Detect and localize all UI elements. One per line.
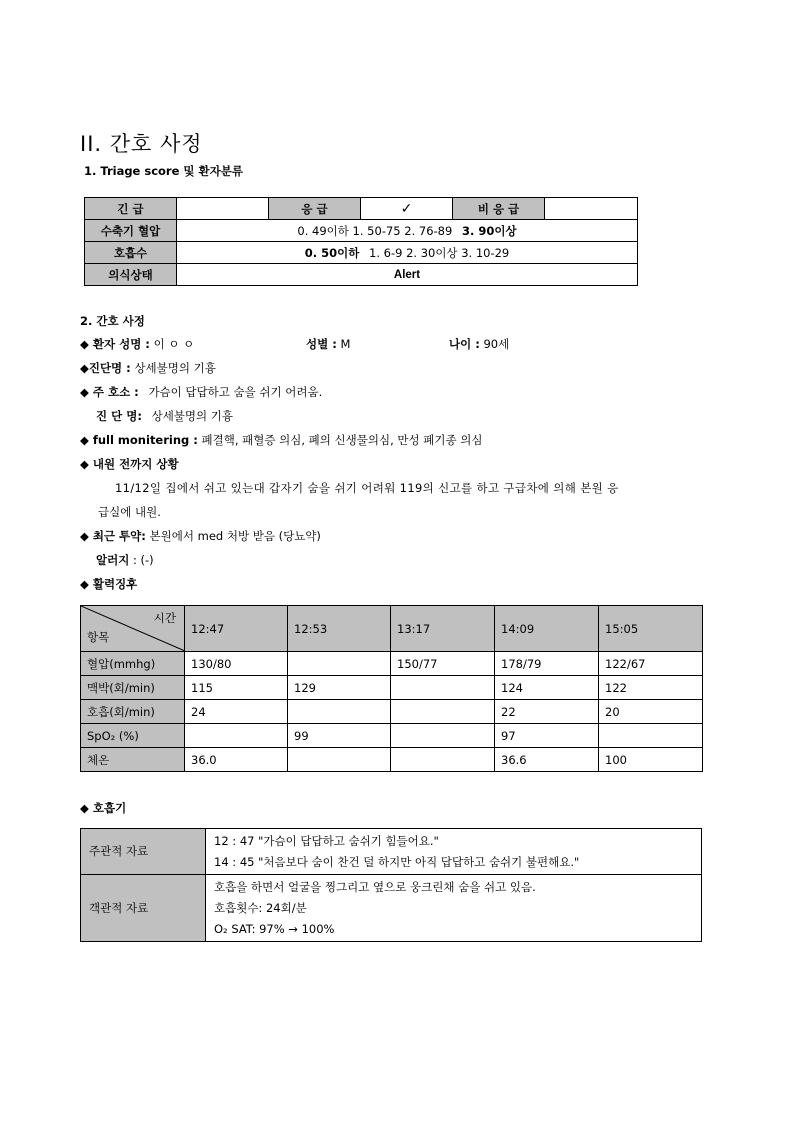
rr-selected: 0. 50이하 [304, 245, 360, 260]
vitals-corner-cell [81, 606, 185, 652]
triage-heading: 1. Triage score 및 환자분류 [84, 164, 243, 178]
triage-table [84, 197, 638, 286]
objective-line: 호흡횟수: 24회/분 [214, 900, 307, 915]
section-title: II. 간호 사정 [80, 132, 203, 156]
time-header: 15:05 [599, 606, 703, 652]
triage-row-rr [85, 242, 638, 264]
subjective-row [81, 829, 702, 875]
time-header: 14:09 [495, 606, 599, 652]
diagnosis-value: 상세불명의 기흉 [134, 361, 216, 375]
rr-options [177, 242, 638, 264]
nonurgent-check-cell [545, 198, 638, 220]
loc-value: Alert [177, 264, 638, 286]
history-line-1: 11/12일 집에서 쉬고 있는대 갑자기 숨을 쉬기 어려워 119의 신고를 하고 구급차에 의해 본원 응 [115, 481, 619, 495]
temp-cell [288, 748, 391, 772]
age-label: 나이 : [449, 337, 480, 351]
bp-cell: 122/67 [599, 652, 703, 676]
subjective-line: 14 : 45 "처음보다 숨이 찬건 덜 하지만 아직 답답하고 숨쉬기 불편해요." [214, 854, 580, 869]
table-row [81, 676, 703, 700]
table-row [81, 748, 703, 772]
history-line-2: 급실에 내원. [98, 505, 161, 519]
corner-time-label: 시간 [153, 611, 176, 625]
triage-row-loc [85, 264, 638, 286]
medication-value: 본원에서 med 처방 받음 (당뇨약) [149, 529, 321, 543]
triage-row-sbp [85, 220, 638, 242]
sex-value: M [340, 337, 351, 351]
temp-cell: 36.0 [185, 748, 288, 772]
temp-cell [391, 748, 495, 772]
pulse-cell: 115 [185, 676, 288, 700]
loc-label: 의식상태 [85, 264, 177, 286]
diagnosis-line [80, 360, 216, 376]
objective-row [81, 875, 702, 942]
dx-value: 상세불명의 기흉 [151, 409, 234, 423]
bp-cell: 150/77 [391, 652, 495, 676]
resp-cell: 20 [599, 700, 703, 724]
sbp-opts: 0. 49이하 1. 50-75 2. 76-89 [297, 223, 453, 238]
respiratory-table [80, 828, 702, 942]
fm-value: 폐결핵, 패혈증 의심, 폐의 신생물의심, 만성 폐기종 의심 [201, 433, 483, 447]
resp-cell [288, 700, 391, 724]
row-label: 호흡(회/min) [81, 700, 185, 724]
spo2-cell [599, 724, 703, 748]
age-value: 90세 [483, 337, 510, 351]
time-header: 13:17 [391, 606, 495, 652]
spo2-cell: 97 [495, 724, 599, 748]
pulse-cell: 122 [599, 676, 703, 700]
objective-content [206, 875, 702, 942]
row-label: 혈압(mmhg) [81, 652, 185, 676]
temp-cell: 36.6 [495, 748, 599, 772]
spo2-cell [185, 724, 288, 748]
table-row [81, 700, 703, 724]
age-line [449, 336, 509, 352]
cc-label: ◆ 주 호소 : [80, 385, 139, 399]
resp-cell: 22 [495, 700, 599, 724]
medication-label: ◆ 최근 투약: [80, 529, 146, 543]
rr-label: 호흡수 [85, 242, 177, 264]
urgent-check-cell [177, 198, 269, 220]
objective-label: 객관적 자료 [81, 875, 206, 942]
temp-cell: 100 [599, 748, 703, 772]
sbp-selected: 3. 90이상 [461, 223, 517, 238]
row-label: 맥박(회/min) [81, 676, 185, 700]
pulse-cell [391, 676, 495, 700]
sex-label: 성별 : [306, 337, 337, 351]
assessment-heading: 2. 간호 사정 [80, 314, 145, 328]
bp-cell: 130/80 [185, 652, 288, 676]
vitals-heading: ◆ 활력징후 [80, 577, 138, 591]
urgent-cell: 긴 급 [85, 198, 177, 220]
objective-line: O₂ SAT: 97% → 100% [214, 921, 335, 936]
vital-signs-table [80, 605, 703, 772]
patient-name-line: ◆ 환자 성명 : 이 ㅇ ㅇ [80, 337, 195, 351]
objective-line: 호흡을 하면서 얼굴을 찡그리고 옆으로 웅크린채 숨을 쉬고 있음. [214, 879, 536, 894]
spo2-cell [391, 724, 495, 748]
sbp-label: 수축기 혈압 [85, 220, 177, 242]
allergy-label: 알러지 [96, 553, 130, 567]
history-heading: ◆ 내원 전까지 상황 [80, 457, 179, 471]
diagnosis-label: ◆진단명 : [80, 361, 131, 375]
triage-row-category [85, 198, 638, 220]
row-label: 체온 [81, 748, 185, 772]
subjective-line: 12 : 47 "가슴이 답답하고 숨쉬기 힘들어요." [214, 833, 439, 848]
pulse-cell: 129 [288, 676, 391, 700]
fm-label: ◆ full monitering : [80, 433, 198, 447]
subjective-content [206, 829, 702, 875]
medication-line [80, 528, 321, 544]
name-value: 이 ㅇ ㅇ [153, 337, 195, 351]
time-header: 12:53 [288, 606, 391, 652]
allergy-value: : (-) [132, 553, 154, 567]
respiratory-heading: ◆ 호흡기 [80, 801, 127, 815]
emergent-check-cell: ✓ [361, 198, 453, 220]
pulse-cell: 124 [495, 676, 599, 700]
chief-complaint-line [80, 384, 322, 400]
table-row [81, 652, 703, 676]
sbp-options [177, 220, 638, 242]
rr-opts: 1. 6-9 2. 30이상 3. 10-29 [369, 245, 510, 260]
dx-line [96, 408, 233, 424]
resp-cell [391, 700, 495, 724]
corner-item-label: 항목 [87, 630, 110, 644]
bp-cell: 178/79 [495, 652, 599, 676]
emergent-cell: 응 급 [269, 198, 361, 220]
allergy-line [96, 552, 154, 568]
name-label: 환자 성명 : [92, 337, 150, 351]
cc-value: 가슴이 답답하고 숨을 쉬기 어려움. [148, 385, 323, 399]
vitals-header-row [81, 606, 703, 652]
dx-label: 진 단 명: [96, 409, 142, 423]
nonurgent-cell: 비 응 급 [453, 198, 545, 220]
sex-line [306, 336, 350, 352]
full-monitoring-line [80, 432, 482, 448]
row-label: SpO₂ (%) [81, 724, 185, 748]
bp-cell [288, 652, 391, 676]
time-header: 12:47 [185, 606, 288, 652]
spo2-cell: 99 [288, 724, 391, 748]
table-row [81, 724, 703, 748]
resp-cell: 24 [185, 700, 288, 724]
subjective-label: 주관적 자료 [81, 829, 206, 875]
